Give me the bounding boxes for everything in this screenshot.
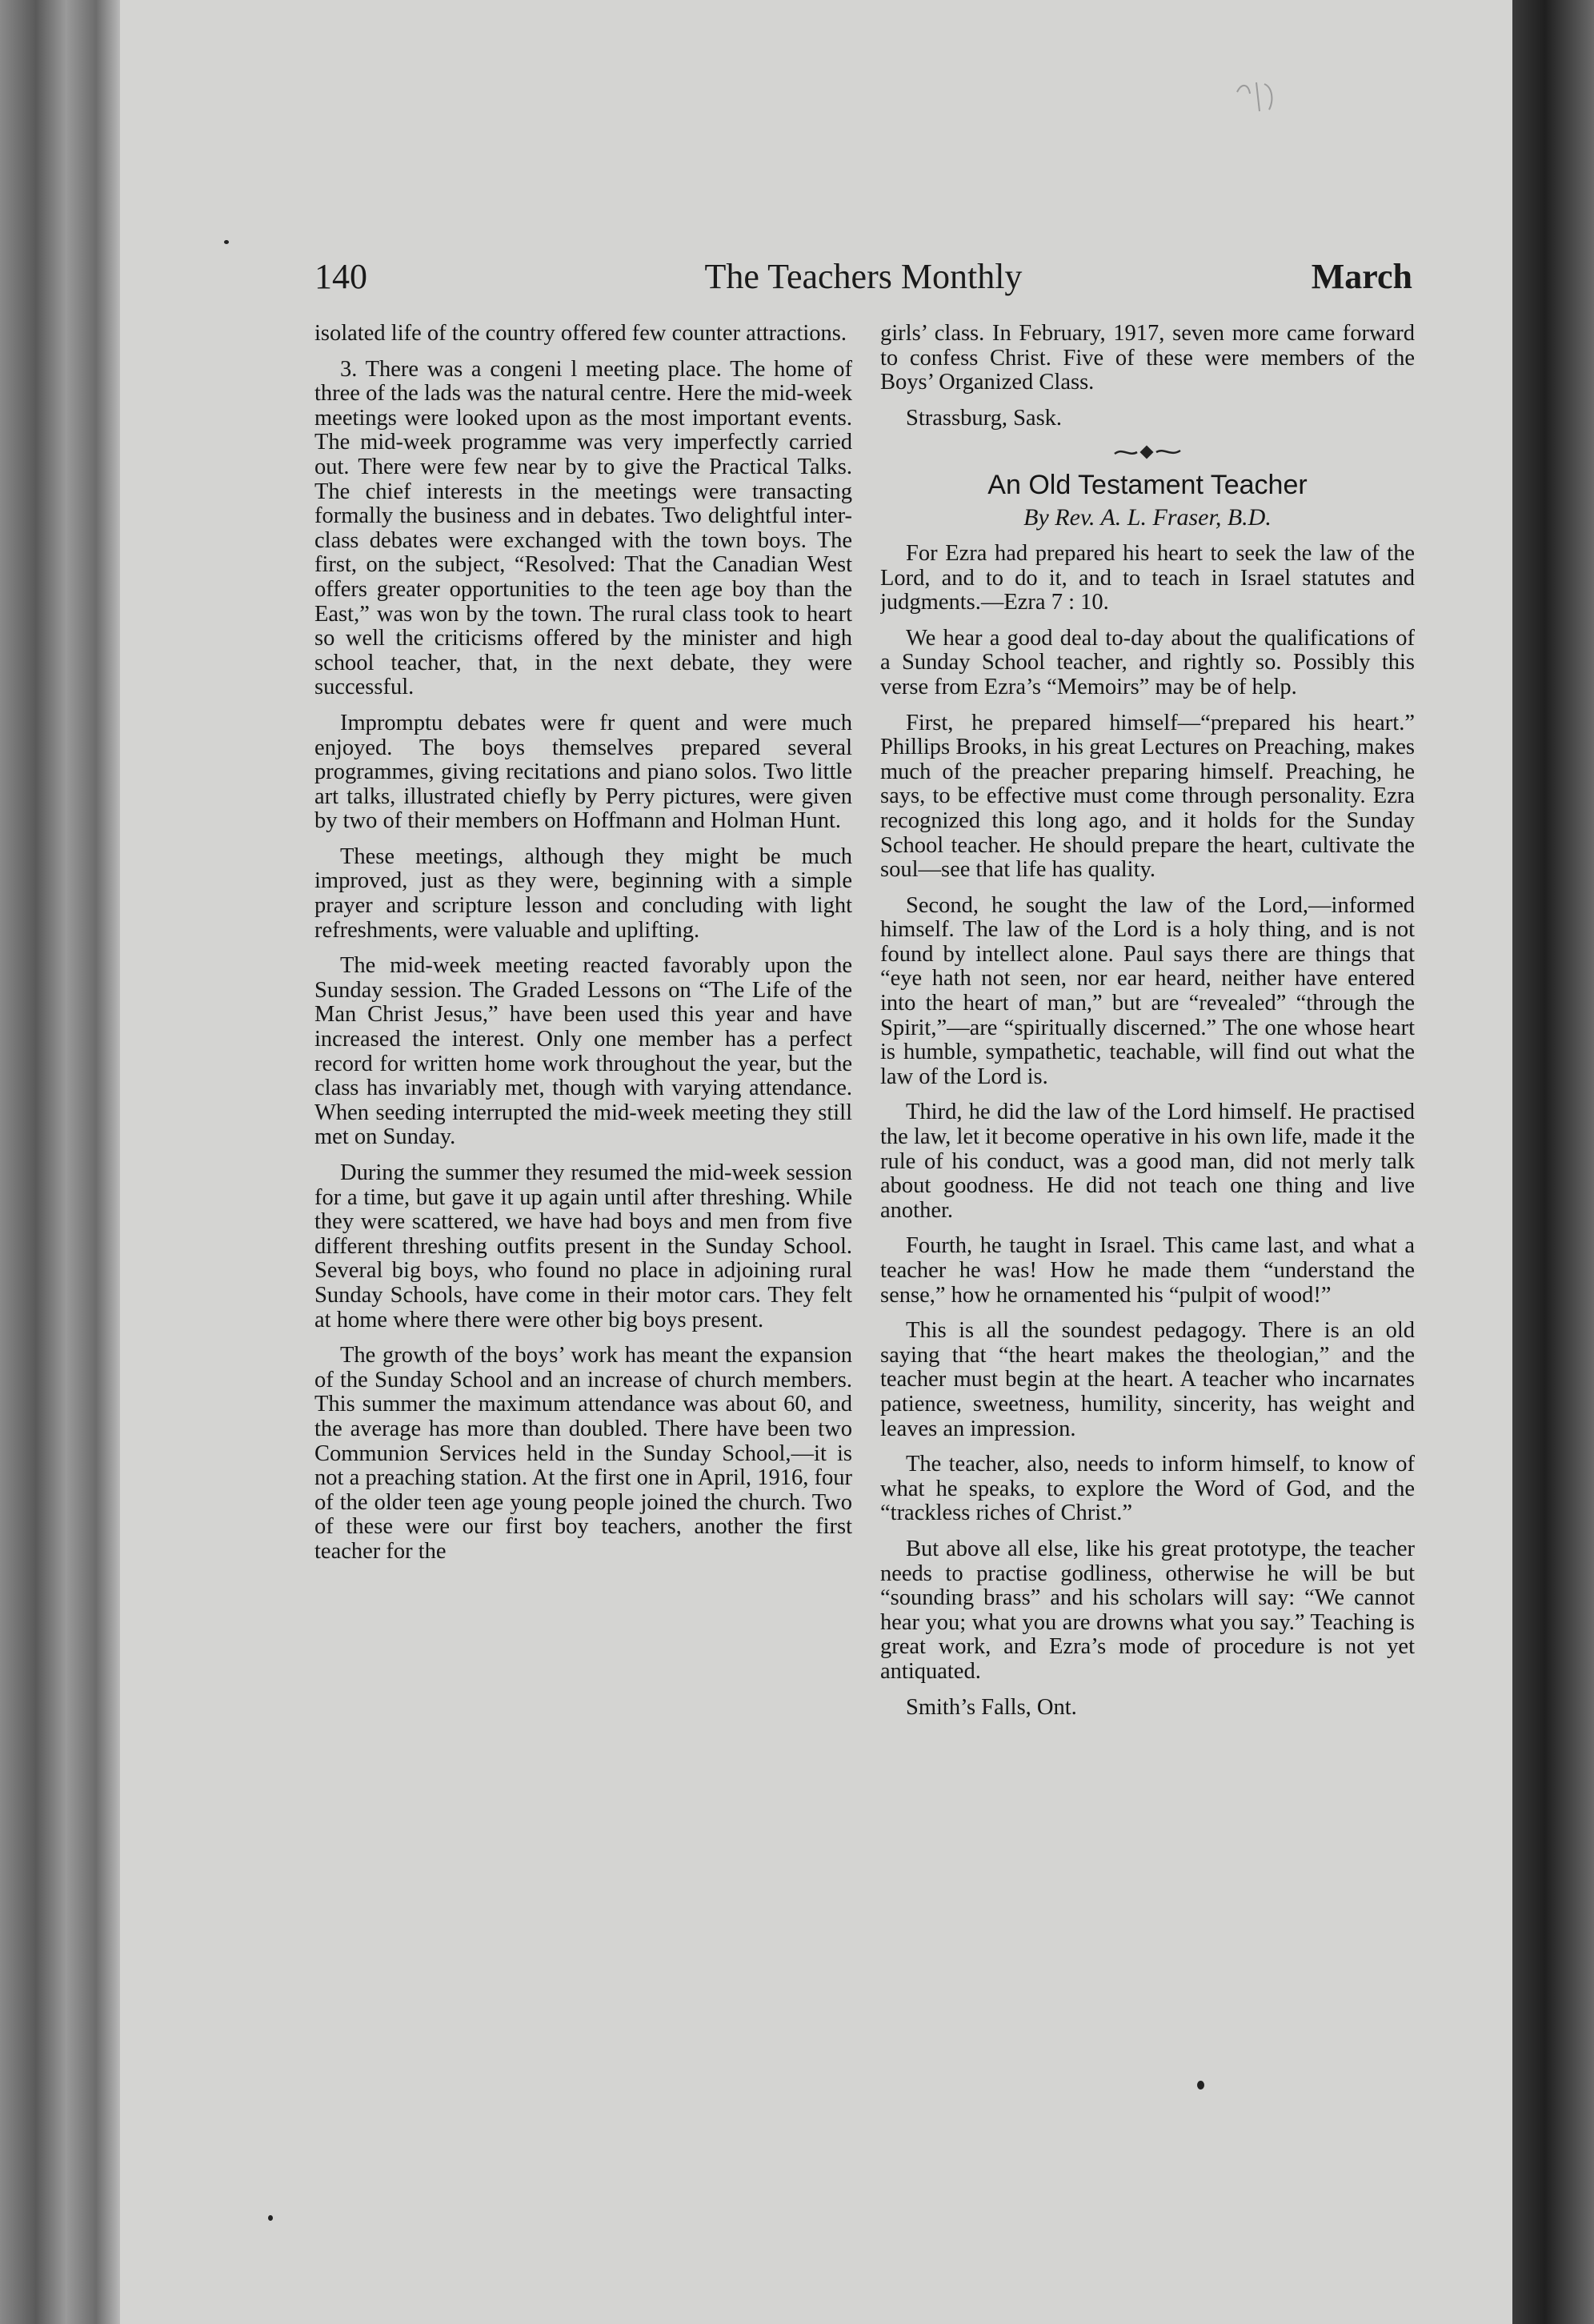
journal-title: The Teachers Monthly (704, 257, 1023, 296)
paragraph: Fourth, he taught in Israel. This came last, and what a teacher he was! How he made them “understand the sense,” how he ornamented his “pulpit of wood!” (880, 1233, 1415, 1308)
speck (268, 2215, 273, 2221)
paragraph: These meetings, although they might be much improved, just as they were, beginning with a simple prayer and scripture lesson and concluding with light refreshments, were valuable and uplifting. (314, 843, 852, 943)
paragraph: girls’ class. In February, 1917, seven more came forward to confess Christ. Five of these were members of the Boys’ Organized Class. (880, 322, 1415, 395)
paragraph: Third, he did the law of the Lord himself. He practised the law, let it become operative in his own life, made it the rule of his conduct, was a good man, did not merly talk about goodness. He did not teach one thing and live another. (880, 1100, 1415, 1223)
book-spine-left (0, 0, 120, 2324)
paragraph: For Ezra had prepared his heart to seek the law of the Lord, and to do it, and to teach in Israel statutes and judgments.—Ezra 7 : 10. (880, 540, 1415, 615)
right-column (880, 322, 1415, 2242)
paragraph: But above all else, like his great prototype, the teacher needs to practise godliness, otherwise he will be but “sounding brass” and his scholars will say: “We cannot hear you; what you are drowns what you say.” Teaching is great work, and Ezra’s mode of procedure is not yet antiquated. (880, 1536, 1415, 1684)
page-number: 140 (314, 257, 367, 296)
paragraph: 3. There was a congeni l meeting place. The home of three of the lads was the natural centre. Here the mid-week meetings were looked upon as the most important events. The mid-week programme was very imperfectly carried out. There were few near by to give the Practical Talks. The chief interests in the meetings were transacting formally the business and in debates. Two delightful inter-class debates were exchanged with the town boys. The first, on the subject, “Resolved: That the Canadian West offers greater opportunities to the teen age boy than the East,” was won by the town. The rural class took to heart so well the criticisms offered by the minister and high school teacher, that, in the next debate, they were successful. (314, 356, 852, 700)
paragraph: Impromptu debates were fr quent and were much enjoyed. The boys themselves prepared several programmes, giving recitations and piano solos. Two little art talks, illustrated chiefly by Perry pictures, were given by two of their members on Hoffmann and Holman Hunt. (314, 710, 852, 834)
paragraph: We hear a good deal to-day about the qualifications of a Sunday School teacher, and rightly so. Possibly this verse from Ezra’s “Memoirs” may be of help. (880, 625, 1415, 699)
issue-month: March (1311, 257, 1412, 296)
article-title: An Old Testament Teacher (987, 470, 1308, 501)
paragraph: First, he prepared himself—“prepared his heart.” Phillips Brooks, in his great Lectures on Preaching, makes much of the preacher preparing himself. Preaching, he says, to be effective must come through personality. Ezra recognized this long ago, and it holds for the Sunday School teacher. He should prepare the heart, cultivate the soul—see that life has quality. (880, 710, 1415, 883)
article-byline: By Rev. A. L. Fraser, B.D. (1023, 504, 1272, 531)
paragraph: This is all the soundest pedagogy. There is an old saying that “the heart makes the theologian,” and the teacher must begin at the heart. A teacher who incarnates patience, sweetness, humility, sincerity, has weight and leaves an impression. (880, 1318, 1415, 1441)
book-edge-right (1512, 0, 1594, 2324)
running-header (314, 256, 1412, 304)
pencil-mark-icon (1232, 76, 1280, 116)
place-signature: Strassburg, Sask. (906, 405, 1063, 431)
speck (224, 240, 229, 244)
paragraph: The mid-week meeting reacted favorably upon the Sunday session. The Graded Lessons on “The Life of the Man Christ Jesus,” have been used this year and have increased the interest. Only one member has a perfect record for written home work throughout the year, but the class has invariably met, though with varying attendance. When seeding interrupted the mid-week meeting they still met on Sunday. (314, 953, 852, 1150)
place-signature: Smith’s Falls, Ont. (906, 1694, 1077, 1720)
left-column (314, 322, 852, 2242)
paragraph: Second, he sought the law of the Lord,—informed himself. The law of the Lord is a holy thing, and is not found by intellect alone. Paul says there are things that “eye hath not seen, nor ear heard, neither have entered into the heart of man,” but are “revealed” “through the Spirit,”—are “spiritually discerned.” The one whose heart is humble, sympathetic, teachable, will find out what the law of the Lord is. (880, 892, 1415, 1089)
paragraph: isolated life of the country offered few counter attractions. (314, 322, 847, 346)
ornament-divider-icon (880, 442, 1415, 461)
paragraph: The growth of the boys’ work has meant the expansion of the Sunday School and an increase of church members. This summer the maximum attendance was about 60, and the average has more than doubled. There have been two Communion Services held in the Sunday School,—it is not a preaching station. At the first one in April, 1916, four of the older teen age young people joined the church. Two of these were our first boy teachers, another the first teacher for the (314, 1343, 852, 1564)
paragraph: The teacher, also, needs to inform himself, to know of what he speaks, to explore the Word of God, and the “trackless riches of Christ.” (880, 1452, 1415, 1526)
paragraph: During the summer they resumed the mid-week session for a time, but gave it up again until after threshing. While they were scattered, we have had boys and men from five different threshing outfits present in the Sunday School. Several big boys, who found no place in adjoining rural Sunday Schools, have come in their motor cars. They felt at home where there were other big boys present. (314, 1160, 852, 1332)
